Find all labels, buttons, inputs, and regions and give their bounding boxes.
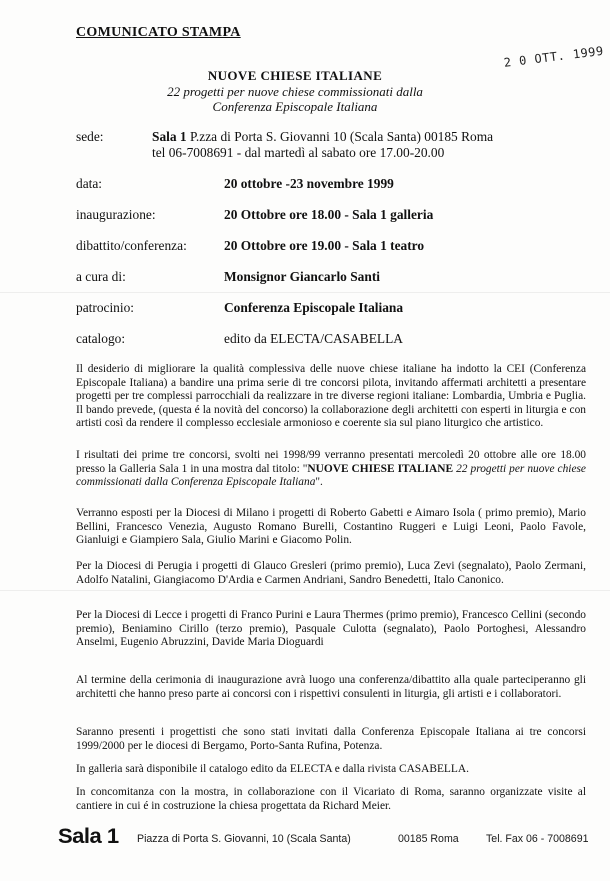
patrocinio-label: patrocinio: (76, 300, 135, 315)
paragraph-conference (76, 674, 586, 701)
results-text-start: I risultati dei prime tre concorsi, svolti nei 1998/99 verranno presentati mercoledì 20 ottobre alle ore 18.00 presso la Galleria Sala 1 in una mostra dal titolo: " (76, 449, 586, 475)
patrocinio-value: Conferenza Episcopale Italiana (224, 300, 404, 315)
inaugurazione-label: inaugurazione: (76, 207, 156, 222)
paper-fold-line (0, 292, 610, 293)
cura-value: Monsignor Giancarlo Santi (224, 269, 380, 284)
paragraph-intro-text: Il desiderio di migliorare la qualità complessiva delle nuove chiese italiane ha indotto la CEI (Conferenza Episcopale Italiana) a bandire una prima serie di tre concorsi pilota, invitando affermati architetti a presentare progetti per tre complessi parrocchiali da realizzare in tre diverse regioni italiane: Lombardia, Umbria e Puglia. Il bando prevede, (questa é la novità del concorso) la collaborazione degli architetti con esperti in liturgia e con artisti così da rendere il complesso ecclesiale armonioso e coerente sia sul piano liturgico che artistico. (76, 363, 586, 430)
paragraph-results-text (76, 449, 586, 490)
dibattito-value: 20 Ottobre ore 19.00 - Sala 1 teatro (224, 238, 425, 253)
exhibition-subtitle-line2: Conferenza Episcopale Italiana (212, 99, 378, 114)
footer (58, 827, 603, 849)
paragraph-intro (76, 363, 586, 431)
paragraph-conference-text: Al termine della cerimonia di inaugurazione avrà luogo una conferenza/dibattito alla quale parteciperanno gli architetti che hanno preso parte ai concorsi con i rispettivi consulenti in liturgia, gli artisti e i collaboratori. (76, 674, 586, 700)
paragraph-lecce (76, 609, 586, 650)
results-exhibition-title: NUOVE CHIESE ITALIANE (307, 462, 454, 475)
paragraph-lecce-text: Per la Diocesi di Lecce i progetti di Franco Purini e Laura Thermes (primo premio), Francesco Cellini (secondo premio), Beniamino Cirillo (terzo premio), Pasquale Culotta (segnalato), Paolo Portoghesi, Alessandro Anselmi, Eugenio Abruzzini, Davide Maria Dioguardi (76, 609, 586, 649)
data-label: data: (76, 176, 103, 191)
paragraph-catalogue-text: In galleria sarà disponibile il catalogo edito da ELECTA e dalla rivista CASABELLA. (76, 763, 469, 775)
footer-telfax: Tel. Fax 06 - 7008691 (486, 833, 589, 845)
sala1-logo: Sala 1 (58, 825, 119, 848)
paragraph-invited (76, 726, 586, 753)
paragraph-results (76, 449, 586, 490)
results-exhibition-subtitle: 22 progetti per nuove chiese commissionati dalla Conferenza Episcopale Italiana (76, 462, 586, 489)
sede-value (152, 129, 610, 161)
paper-fold-line (0, 590, 610, 591)
catalogo-value: edito da ELECTA/CASABELLA (224, 331, 403, 346)
paragraph-invited-text: Saranno presenti i progettisti che sono stati invitati dalla Conferenza Episcopale Italiana ai tre concorsi 1999/2000 per le diocesi di Bergamo, Porto-Santa Rufina, Potenza. (76, 726, 586, 752)
paragraph-milano-text: Verranno esposti per la Diocesi di Milano i progetti di Roberto Gabetti e Aimaro Isola ( primo premio), Mario Bellini, Francesco Venezia, Augusto Romano Burelli, Costantino Ruggeri e Luigi Leoni, Paolo Favole, Gianluigi e Giampiero Sala, Giulio Marini e Giacomo Polin. (76, 507, 586, 547)
exhibition-heading (150, 67, 440, 114)
exhibition-subtitle-line1: 22 progetti per nuove chiese commissionati dalla (167, 84, 423, 99)
paragraph-milano (76, 507, 586, 548)
cura-label: a cura di: (76, 269, 126, 284)
data-value: 20 ottobre -23 novembre 1999 (224, 176, 394, 191)
sede-label: sede: (76, 129, 104, 144)
sede-contact-hours: tel 06-7008691 - dal martedì al sabato ore 17.00-20.00 (152, 145, 445, 160)
sede-address: P.zza di Porta S. Giovanni 10 (Scala Santa) 00185 Roma (186, 129, 494, 144)
paragraph-visits-text: In concomitanza con la mostra, in collaborazione con il Vicariato di Roma, saranno organizzate visite al cantiere in cui é in costruzione la chiesa progettata da Richard Meier. (76, 786, 586, 812)
sede-venue: Sala 1 (152, 129, 187, 144)
inaugurazione-value: 20 Ottobre ore 18.00 - Sala 1 galleria (224, 207, 434, 222)
dibattito-label: dibattito/conferenza: (76, 238, 187, 253)
exhibition-title: NUOVE CHIESE ITALIANE (207, 68, 383, 83)
document-title: COMUNICATO STAMPA (76, 25, 241, 40)
footer-address: Piazza di Porta S. Giovanni, 10 (Scala Santa) (137, 833, 351, 845)
paragraph-perugia (76, 560, 586, 587)
paragraph-visits (76, 786, 586, 813)
catalogo-label: catalogo: (76, 331, 126, 346)
paragraph-catalogue (76, 763, 586, 777)
results-text-end: ". (315, 476, 323, 489)
received-date-stamp: 2 0 OTT. 1999 (503, 43, 605, 70)
footer-cap-city: 00185 Roma (398, 833, 459, 845)
paragraph-perugia-text: Per la Diocesi di Perugia i progetti di Glauco Gresleri (primo premio), Luca Zevi (segnalato), Paolo Zermani, Adolfo Natalini, Giangiacomo D'Ardia e Carmen Andriani, Sandro Benedetti, Italo Canonico. (76, 560, 586, 586)
